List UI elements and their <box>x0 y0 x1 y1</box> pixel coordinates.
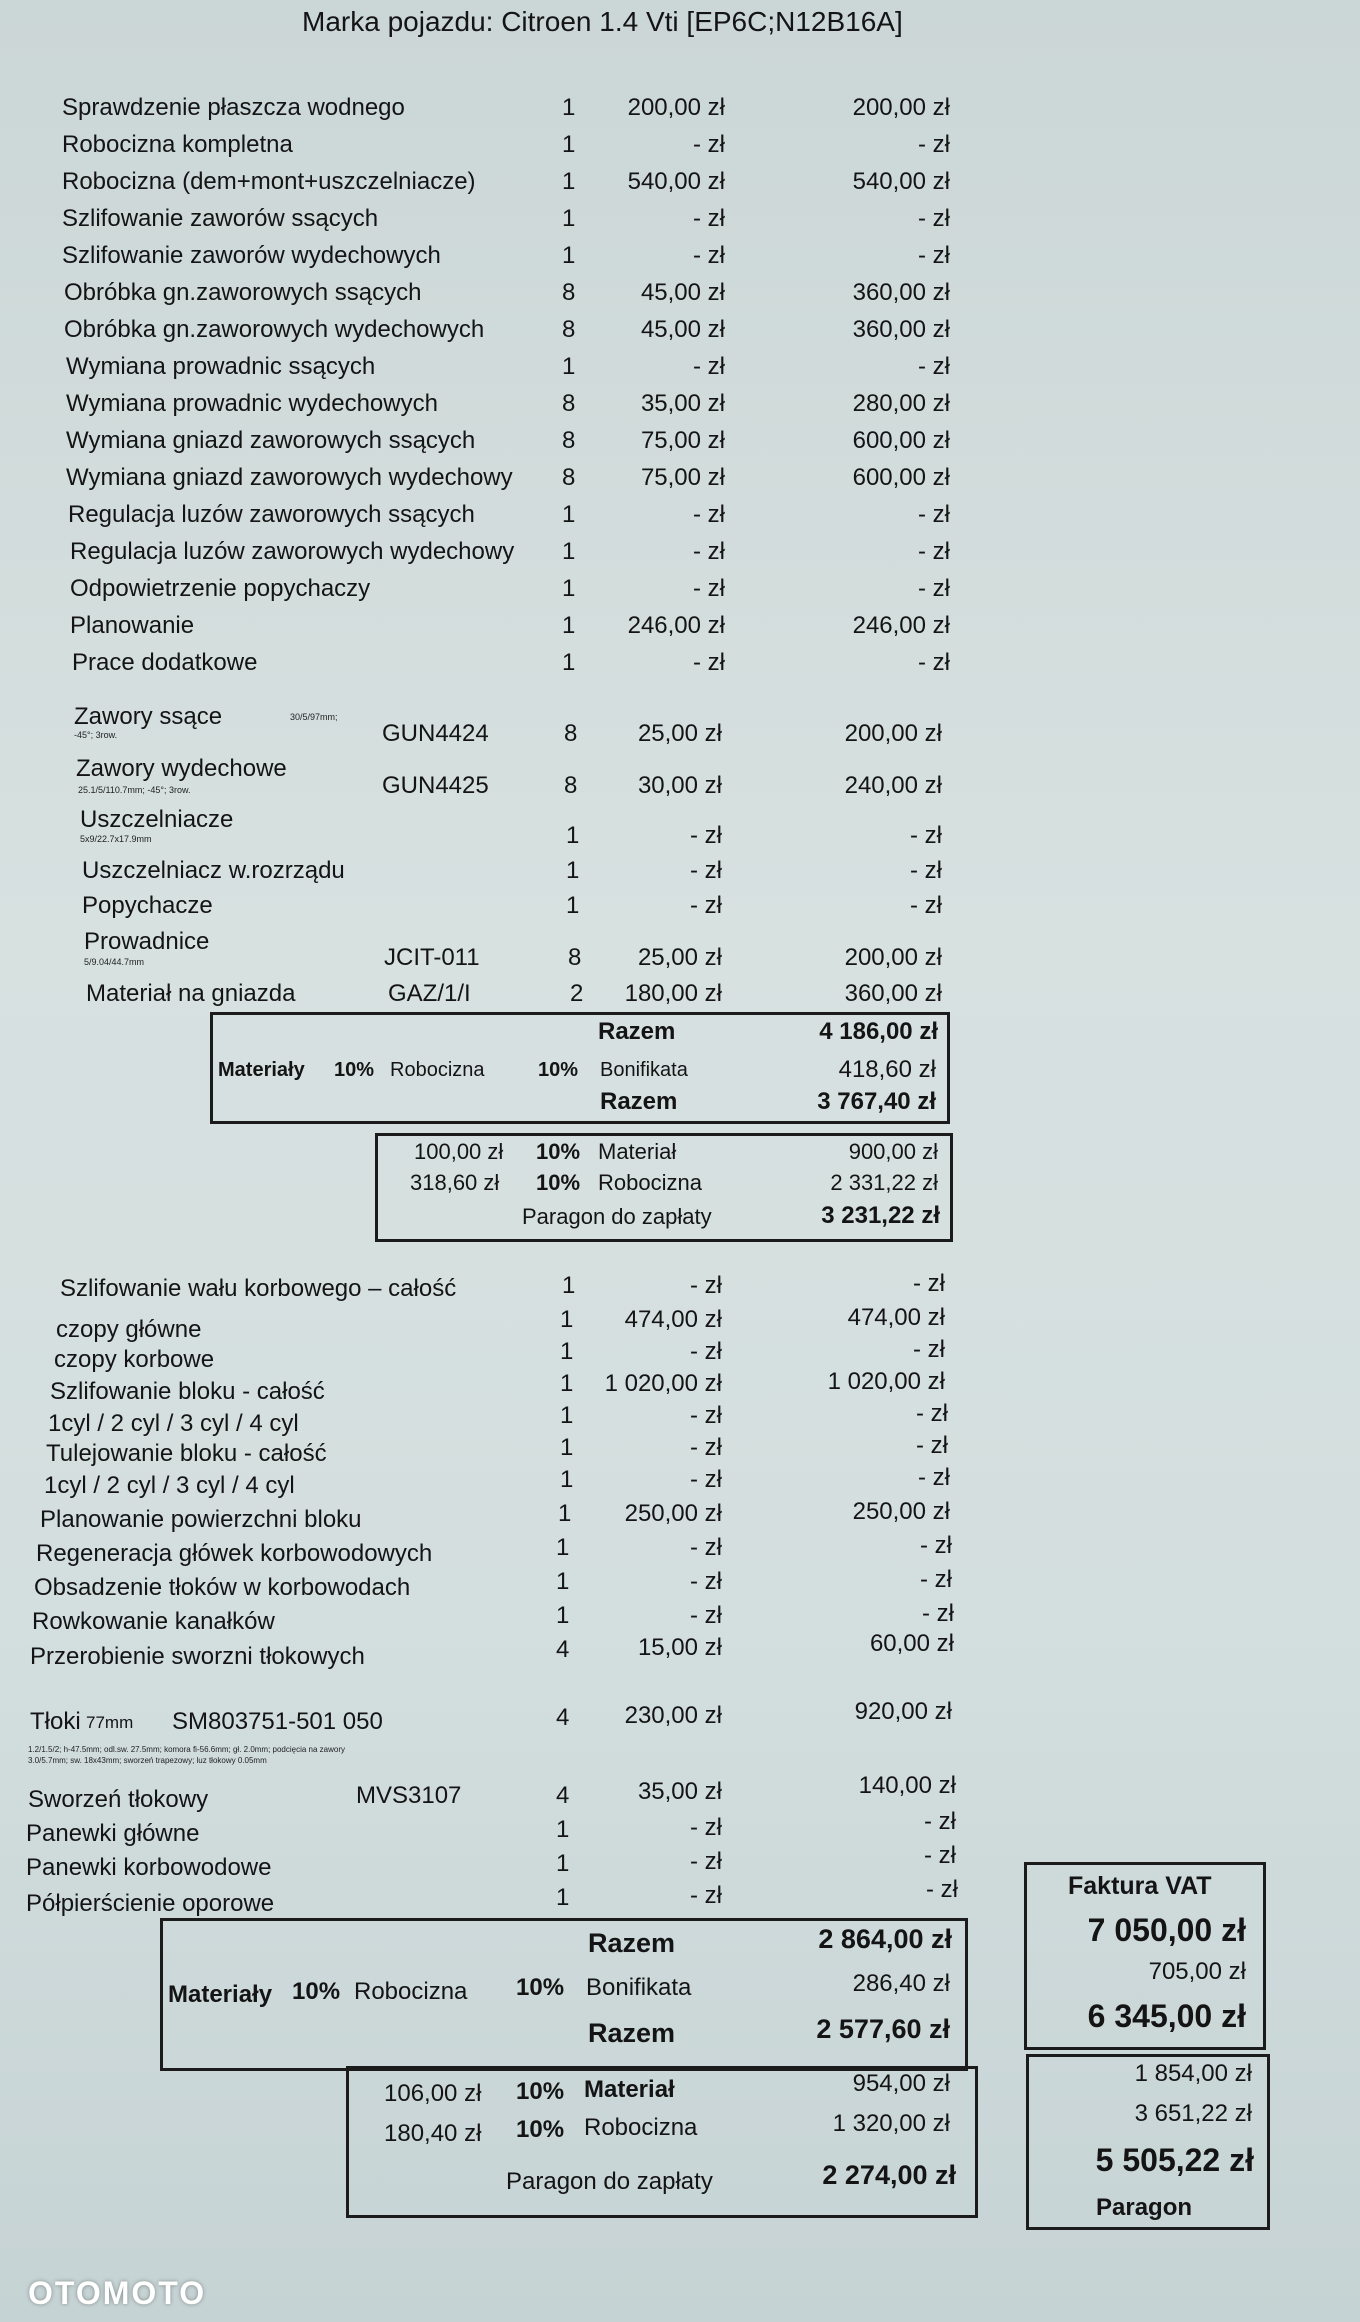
s1-qty: 1 <box>562 612 576 639</box>
s2-qty: 1 <box>560 1370 574 1397</box>
s1-name: Wymiana prowadnic wydechowych <box>66 390 438 417</box>
s2-part-name: Panewki główne <box>26 1820 200 1847</box>
s2-part-total: - zł <box>926 1876 958 1903</box>
s2-qty: 1 <box>556 1568 570 1595</box>
s2-qty: 4 <box>556 1636 570 1663</box>
part-spec: 30/5/97mm; <box>290 712 338 722</box>
s1-total: 360,00 zł <box>852 316 950 343</box>
s1-qty: 8 <box>562 279 576 306</box>
s2-part-name: Półpierścienie oporowe <box>26 1890 275 1917</box>
s1-price: - zł <box>693 501 725 528</box>
razem-label: Razem <box>588 2018 676 2048</box>
robocizna-label: Robocizna <box>390 1059 485 1081</box>
s1-name: Sprawdzenie płaszcza wodnego <box>62 94 405 121</box>
pistons-size: 77mm <box>86 1713 134 1732</box>
s2-qty: 1 <box>556 1602 570 1629</box>
mat-label: Materiał <box>584 2076 675 2103</box>
bonifikata-label: Bonifikata <box>600 1059 688 1081</box>
s2-total: - zł <box>918 1464 950 1491</box>
s1-price: - zł <box>693 205 725 232</box>
part-price: - zł <box>690 857 722 884</box>
s2-price: - zł <box>690 1602 722 1629</box>
part-name: Popychacze <box>82 892 213 919</box>
s1-total: 280,00 zł <box>852 390 950 417</box>
part-name: Uszczelniacz w.rozrządu <box>82 857 345 884</box>
s1-price: 35,00 zł <box>640 390 725 417</box>
s1-price: - zł <box>693 538 725 565</box>
s1-price: 45,00 zł <box>640 316 725 343</box>
paragon-total-label: Paragon <box>1096 2194 1193 2221</box>
s2-qty: 1 <box>560 1434 574 1461</box>
s2-total: - zł <box>916 1432 948 1459</box>
part-code: GUN4424 <box>382 720 489 747</box>
s1-name: Obróbka gn.zaworowych wydechowych <box>64 316 485 343</box>
s2-qty: 1 <box>558 1500 572 1527</box>
s2-qty: 1 <box>556 1534 570 1561</box>
s1-price: 75,00 zł <box>640 464 725 491</box>
rob-label: Robocizna <box>584 2114 698 2141</box>
s1-price: 246,00 zł <box>627 612 725 639</box>
part-total: - zł <box>910 857 942 884</box>
pistons-name: Tłoki <box>30 1708 81 1735</box>
paragon-total-value: 5 505,22 zł <box>1095 2142 1254 2178</box>
s1-name: Regulacja luzów zaworowych ssących <box>68 501 475 528</box>
s2-part-qty: 1 <box>556 1850 570 1877</box>
razem-label: Razem <box>600 1088 678 1115</box>
s1-qty: 1 <box>562 353 576 380</box>
razem-value: 4 186,00 zł <box>819 1018 938 1045</box>
watermark: OTOMOTO <box>28 2275 207 2311</box>
s1-qty: 1 <box>562 575 576 602</box>
paragon-value: 3 231,22 zł <box>821 1202 940 1229</box>
part-price: - zł <box>690 822 722 849</box>
s1-qty: 8 <box>562 427 576 454</box>
razem-value: 3 767,40 zł <box>817 1088 936 1115</box>
s2-total: - zł <box>920 1532 952 1559</box>
part-price: 25,00 zł <box>637 720 722 747</box>
s2-total: 250,00 zł <box>852 1498 950 1525</box>
part-qty: 8 <box>564 720 578 747</box>
s2-total: 474,00 zł <box>847 1304 945 1331</box>
rob-pct: 10% <box>516 2116 565 2143</box>
s2-price: 474,00 zł <box>624 1306 722 1333</box>
paragon-total-line1: 1 854,00 zł <box>1134 2060 1252 2087</box>
pct-label: 10% <box>516 1974 565 2001</box>
robocizna-label: Robocizna <box>354 1978 468 2005</box>
s1-total: 200,00 zł <box>852 94 950 121</box>
s1-total: 540,00 zł <box>852 168 950 195</box>
s2-part-price: 35,00 zł <box>637 1778 722 1805</box>
paragon-label: Paragon do zapłaty <box>522 1204 712 1229</box>
s2-total: - zł <box>913 1270 945 1297</box>
s2-name: Rowkowanie kanałków <box>32 1608 275 1635</box>
pistons-spec: 1.2/1.5/2; h-47.5mm; odl.sw. 27.5mm; komora fi-56.6mm; gł. 2.0mm; podcięcia na zawory <box>28 1745 346 1754</box>
bonifikata-label: Bonifikata <box>586 1974 692 2001</box>
s2-total: - zł <box>922 1600 954 1627</box>
faktura-label: Faktura VAT <box>1068 1872 1212 1900</box>
part-spec: -45°; 3row. <box>74 730 118 740</box>
s1-qty: 8 <box>562 390 576 417</box>
s2-part-price: - zł <box>690 1882 722 1909</box>
s1-name: Odpowietrzenie popychaczy <box>70 575 371 602</box>
pct-label: 10% <box>292 1978 341 2005</box>
mat-value: 954,00 zł <box>852 2070 950 2097</box>
s1-total: - zł <box>918 131 950 158</box>
s2-part-total: - zł <box>924 1808 956 1835</box>
rob-value: 1 320,00 zł <box>832 2110 950 2137</box>
s1-name: Planowanie <box>70 612 195 639</box>
s1-name: Robocizna (dem+mont+uszczelniacze) <box>62 168 476 195</box>
s1-name: Wymiana gniazd zaworowych ssących <box>66 427 476 454</box>
s1-name: Wymiana gniazd zaworowych wydechowy <box>66 466 513 490</box>
s2-part-name: Sworzeń tłokowy <box>28 1786 209 1813</box>
part-spec: 5x9/22.7x17.9mm <box>80 834 152 844</box>
s2-price: - zł <box>690 1272 722 1299</box>
part-total: - zł <box>910 822 942 849</box>
s1-price: 75,00 zł <box>640 427 725 454</box>
s2-name: 1cyl / 2 cyl / 3 cyl / 4 cyl <box>48 1410 299 1437</box>
s1-price: - zł <box>693 575 725 602</box>
pistons-qty: 4 <box>556 1704 570 1731</box>
rob-pct: 10% <box>536 1170 581 1195</box>
razem-value: 2 577,60 zł <box>816 2014 950 2044</box>
s1-total: - zł <box>918 205 950 232</box>
s1-qty: 1 <box>562 205 576 232</box>
s1-qty: 1 <box>562 649 576 676</box>
s2-part-total: 140,00 zł <box>858 1772 956 1799</box>
s2-name: Przerobienie sworzni tłokowych <box>30 1643 365 1670</box>
part-qty: 8 <box>564 772 578 799</box>
s1-qty: 8 <box>562 316 576 343</box>
s1-qty: 1 <box>562 242 576 269</box>
s1-total: 600,00 zł <box>852 464 950 491</box>
paragon-value: 2 274,00 zł <box>822 2160 956 2190</box>
s2-price: - zł <box>690 1466 722 1493</box>
s2-part-code: MVS3107 <box>356 1782 462 1809</box>
s2-part-price: - zł <box>690 1814 722 1841</box>
s2-price: - zł <box>690 1338 722 1365</box>
s2-price: - zł <box>690 1434 722 1461</box>
s1-qty: 1 <box>562 94 576 121</box>
rob-amount: 318,60 zł <box>410 1170 500 1195</box>
part-name: Zawory wydechowe <box>76 755 287 782</box>
pistons-total: 920,00 zł <box>854 1698 952 1725</box>
part-spec: 25.1/5/110.7mm; -45°; 3row. <box>78 785 191 795</box>
s2-price: 250,00 zł <box>624 1500 722 1527</box>
razem-value: 2 864,00 zł <box>818 1924 952 1954</box>
part-qty: 1 <box>566 892 580 919</box>
s2-name: Obsadzenie tłoków w korbowodach <box>34 1574 411 1601</box>
part-name: Uszczelniacze <box>80 806 234 833</box>
s2-part-name: Panewki korbowodowe <box>26 1854 272 1881</box>
razem-label: Razem <box>588 1928 676 1958</box>
s1-price: - zł <box>693 353 725 380</box>
s2-name: Planowanie powierzchni bloku <box>40 1506 362 1533</box>
s1-name: Obróbka gn.zaworowych ssących <box>64 279 422 306</box>
part-total: 240,00 zł <box>844 772 942 799</box>
pct-label: 10% <box>334 1059 375 1081</box>
s2-part-qty: 1 <box>556 1816 570 1843</box>
s1-total: - zł <box>918 649 950 676</box>
mat-value: 900,00 zł <box>848 1139 938 1164</box>
part-qty: 1 <box>566 822 580 849</box>
s1-name: Regulacja luzów zaworowych wydechowy <box>70 540 515 564</box>
mat-pct: 10% <box>516 2078 565 2105</box>
s2-price: 15,00 zł <box>637 1634 722 1661</box>
paragon-total-line2: 3 651,22 zł <box>1134 2100 1252 2127</box>
part-total: - zł <box>910 892 942 919</box>
s1-total: 360,00 zł <box>852 279 950 306</box>
s2-price: 1 020,00 zł <box>604 1370 722 1397</box>
s1-price: 200,00 zł <box>627 94 725 121</box>
s2-part-qty: 1 <box>556 1884 570 1911</box>
s2-qty: 1 <box>562 1272 576 1299</box>
mat-pct: 10% <box>536 1139 581 1164</box>
s1-total: - zł <box>918 242 950 269</box>
s1-price: - zł <box>693 242 725 269</box>
s2-qty: 1 <box>560 1306 574 1333</box>
part-spec: 5/9.04/44.7mm <box>84 957 145 967</box>
s1-qty: 1 <box>562 168 576 195</box>
s1-price: 540,00 zł <box>627 168 725 195</box>
faktura-discount: 705,00 zł <box>1148 1958 1246 1985</box>
s1-price: - zł <box>693 649 725 676</box>
s1-total: 246,00 zł <box>852 612 950 639</box>
part-total: 200,00 zł <box>844 720 942 747</box>
s1-total: - zł <box>918 538 950 565</box>
s2-total: - zł <box>916 1400 948 1427</box>
pct-label: 10% <box>538 1059 579 1081</box>
pistons-spec: 3.0/5.7mm; sw. 18x43mm; sworzeń trapezowy; luz tłokowy 0.05mm <box>28 1756 267 1765</box>
s1-total: 600,00 zł <box>852 427 950 454</box>
s1-total: - zł <box>918 575 950 602</box>
part-total: 200,00 zł <box>844 944 942 971</box>
mat-amount: 106,00 zł <box>384 2080 482 2107</box>
part-price: 30,00 zł <box>637 772 722 799</box>
pistons-code: SM803751-501 050 <box>172 1708 383 1735</box>
mat-label: Materiał <box>598 1139 677 1164</box>
s2-total: - zł <box>920 1566 952 1593</box>
faktura-net: 6 345,00 zł <box>1087 1998 1246 2034</box>
part-name: Materiał na gniazda <box>86 980 296 1007</box>
s1-qty: 1 <box>562 538 576 565</box>
part-qty: 8 <box>568 944 582 971</box>
rob-amount: 180,40 zł <box>384 2120 482 2147</box>
s1-price: 45,00 zł <box>640 279 725 306</box>
s2-total: 1 020,00 zł <box>827 1368 945 1395</box>
s2-name: czopy główne <box>56 1316 202 1343</box>
part-price: 180,00 zł <box>624 980 722 1007</box>
s1-total: - zł <box>918 501 950 528</box>
rob-label: Robocizna <box>598 1170 702 1195</box>
part-name: Prowadnice <box>84 928 210 955</box>
faktura-total: 7 050,00 zł <box>1087 1912 1246 1948</box>
part-total: 360,00 zł <box>844 980 942 1007</box>
s2-part-total: - zł <box>924 1842 956 1869</box>
part-price: - zł <box>690 892 722 919</box>
s1-price: - zł <box>693 131 725 158</box>
mat-amount: 100,00 zł <box>414 1139 504 1164</box>
bonifikata-value: 286,40 zł <box>852 1970 950 1997</box>
s1-name: Robocizna kompletna <box>62 131 293 158</box>
part-price: 25,00 zł <box>637 944 722 971</box>
s2-name: Tulejowanie bloku - całość <box>46 1440 327 1467</box>
s2-qty: 1 <box>560 1338 574 1365</box>
s1-qty: 1 <box>562 131 576 158</box>
s1-name: Szlifowanie zaworów ssących <box>62 205 379 232</box>
s2-total: - zł <box>913 1336 945 1363</box>
razem-label: Razem <box>598 1018 676 1045</box>
vehicle-title: Marka pojazdu: Citroen 1.4 Vti [EP6C;N12B16A] <box>302 6 903 37</box>
paragon-label: Paragon do zapłaty <box>506 2168 713 2195</box>
s2-part-qty: 4 <box>556 1782 570 1809</box>
materialy-label: Materiały <box>218 1059 305 1081</box>
s2-name: Szlifowanie bloku - całość <box>50 1378 325 1405</box>
s2-name: Szlifowanie wału korbowego – całość <box>60 1275 457 1302</box>
s2-price: - zł <box>690 1568 722 1595</box>
part-code: GAZ/1/I <box>388 980 471 1007</box>
s2-part-price: - zł <box>690 1848 722 1875</box>
s2-name: Regeneracja główek korbowodowych <box>36 1540 433 1567</box>
s1-total: - zł <box>918 353 950 380</box>
s2-total: 60,00 zł <box>869 1630 954 1657</box>
part-qty: 1 <box>566 857 580 884</box>
rob-value: 2 331,22 zł <box>830 1170 938 1195</box>
s2-price: - zł <box>690 1402 722 1429</box>
bonifikata-value: 418,60 zł <box>838 1056 936 1083</box>
s2-price: - zł <box>690 1534 722 1561</box>
part-code: JCIT-011 <box>384 944 480 971</box>
s2-qty: 1 <box>560 1402 574 1429</box>
materialy-label: Materiały <box>168 1981 273 2008</box>
s1-qty: 8 <box>562 464 576 491</box>
part-code: GUN4425 <box>382 772 489 799</box>
s2-qty: 1 <box>560 1466 574 1493</box>
s1-name: Prace dodatkowe <box>72 649 258 676</box>
pistons-price: 230,00 zł <box>624 1702 722 1729</box>
s2-name: czopy korbowe <box>54 1346 215 1373</box>
s1-name: Szlifowanie zaworów wydechowych <box>62 242 441 269</box>
s1-name: Wymiana prowadnic ssących <box>66 353 376 380</box>
s1-qty: 1 <box>562 501 576 528</box>
part-qty: 2 <box>570 980 584 1007</box>
part-name: Zawory ssące <box>74 703 223 730</box>
s2-name: 1cyl / 2 cyl / 3 cyl / 4 cyl <box>44 1472 295 1499</box>
